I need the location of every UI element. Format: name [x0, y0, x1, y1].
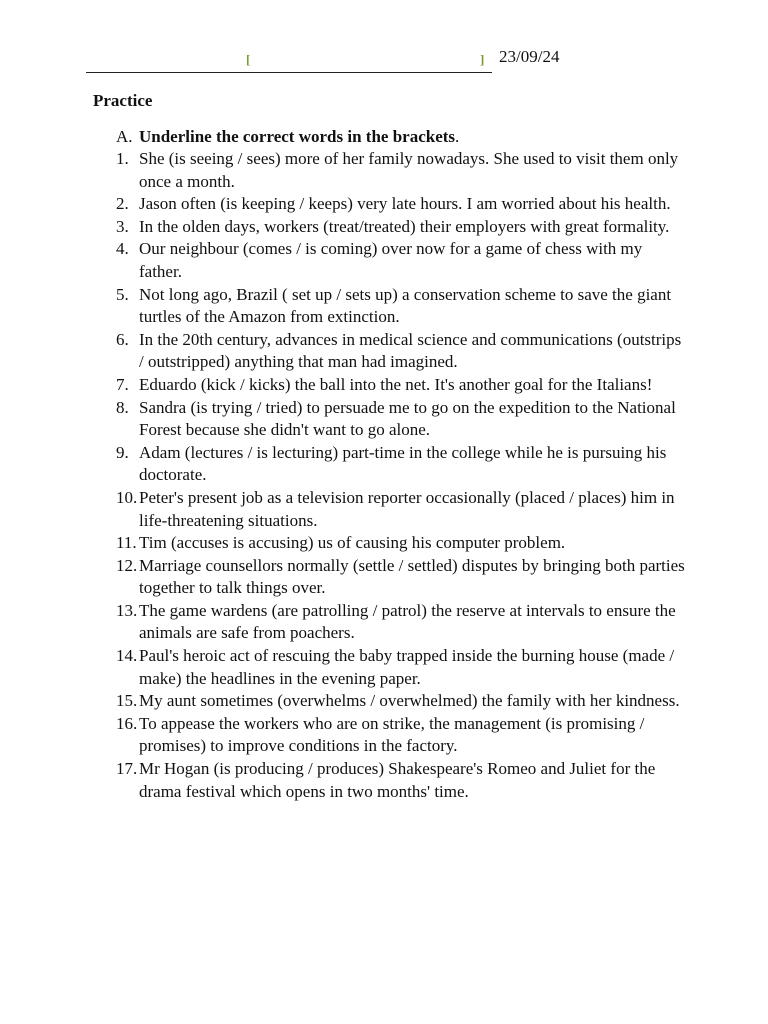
question-number: 5. — [116, 284, 129, 304]
question-text: In the 20th century, advances in medical science and communications (outstrips / outstripped) anything that man had imagined. — [139, 329, 682, 372]
question-number: 2. — [116, 194, 129, 214]
section-title: Practice — [93, 91, 153, 110]
question-text: Peter's present job as a television reporter occasionally (placed / places) him in life-threatening situations. — [139, 487, 675, 530]
question-item — [116, 193, 686, 216]
question-item — [116, 238, 686, 283]
question-item — [116, 758, 686, 803]
question-text: Not long ago, Brazil ( set up / sets up) a conservation scheme to save the giant turtles of the Amazon from extinction. — [139, 284, 672, 327]
question-number: 1. — [116, 149, 129, 168]
question-item — [116, 690, 686, 713]
question-text: Marriage counsellors normally (settle / settled) disputes by bringing both parties together to talk things over. — [139, 555, 685, 598]
question-number: 4. — [116, 239, 129, 259]
question-item — [116, 329, 686, 374]
question-text: Tim (accuses is accusing) us of causing his computer problem. — [139, 533, 566, 553]
question-item — [116, 374, 686, 397]
question-text: Eduardo (kick / kicks) the ball into the net. It's another goal for the Italians! — [139, 374, 653, 394]
question-number: 8. — [116, 397, 129, 417]
question-item — [116, 148, 686, 193]
question-number: 17. — [116, 759, 138, 779]
question-list — [116, 148, 686, 803]
question-number: 9. — [116, 442, 129, 462]
name-field-bracket-open: [ — [246, 52, 251, 67]
question-text: Our neighbour (comes / is coming) over now for a game of chess with my father. — [139, 239, 643, 281]
question-item — [116, 555, 686, 600]
question-number: 15. — [116, 691, 138, 711]
question-item — [116, 487, 686, 532]
question-number: 16. — [116, 713, 138, 733]
question-text: Adam (lectures / is lecturing) part-time in the college while he is pursuing his doctorate. — [139, 442, 667, 485]
question-text: Mr Hogan (is producing / produces) Shakespeare's Romeo and Juliet for the drama festival which opens in two months' time. — [139, 759, 656, 801]
question-item — [116, 216, 686, 239]
question-text: To appease the workers who are on strike, the management (is promising / promises) to improve conditions in the factory. — [139, 713, 645, 756]
instruction-letter: A. — [116, 127, 133, 146]
question-number: 7. — [116, 374, 129, 394]
question-number: 10. — [116, 487, 138, 507]
instruction-text: Underline the correct words in the brackets — [139, 127, 456, 146]
question-text: She (is seeing / sees) more of her family nowadays. She used to visit them only once a month. — [139, 149, 679, 191]
header-date: 23/09/24 — [499, 47, 560, 66]
instruction-trailing: . — [455, 127, 460, 146]
question-text: Paul's heroic act of rescuing the baby trapped inside the burning house (made / make) the headlines in the evening paper. — [139, 646, 675, 688]
question-item — [116, 442, 686, 487]
question-text: The game wardens (are patrolling / patrol) the reserve at intervals to ensure the animals are safe from poachers. — [139, 600, 676, 643]
question-number: 3. — [116, 216, 129, 236]
name-field-line[interactable] — [86, 72, 492, 73]
question-number: 6. — [116, 329, 129, 349]
name-field-bracket-close: ] — [480, 52, 485, 67]
question-number: 11. — [116, 533, 137, 553]
question-text: Sandra (is trying / tried) to persuade me to go on the expedition to the National Forest because she didn't want to go alone. — [139, 397, 676, 440]
question-number: 13. — [116, 600, 138, 620]
question-item — [116, 645, 686, 690]
question-number: 12. — [116, 555, 138, 575]
question-text: In the olden days, workers (treat/treated) their employers with great formality. — [139, 216, 670, 236]
question-item — [116, 600, 686, 645]
question-text: Jason often (is keeping / keeps) very late hours. I am worried about his health. — [139, 194, 671, 214]
question-item — [116, 713, 686, 758]
question-item — [116, 532, 686, 555]
question-item — [116, 397, 686, 442]
question-text: My aunt sometimes (overwhelms / overwhelmed) the family with her kindness. — [139, 691, 680, 711]
exercise-instruction — [116, 126, 459, 148]
document-header — [86, 44, 576, 74]
question-number: 14. — [116, 646, 138, 666]
question-item — [116, 284, 686, 329]
